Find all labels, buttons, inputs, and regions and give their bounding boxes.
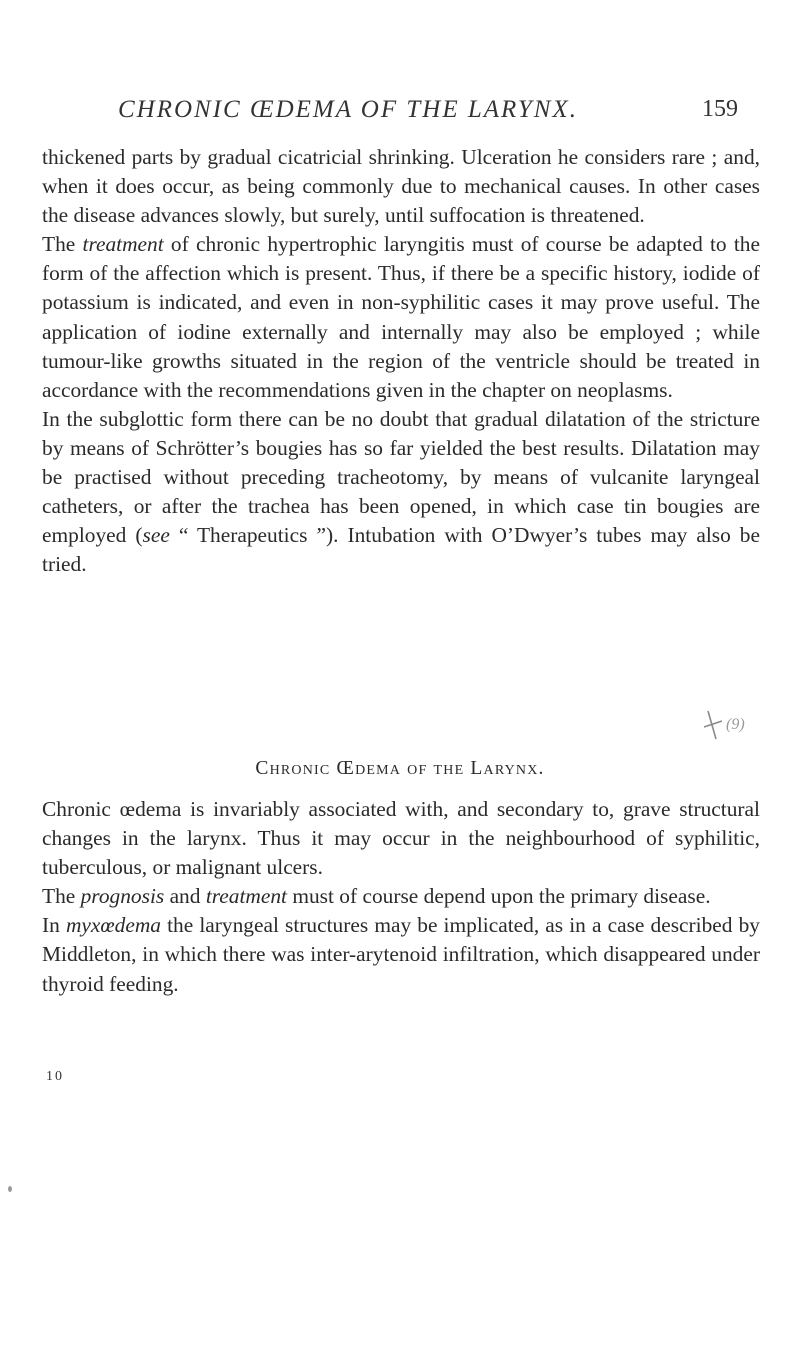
paragraph-2-rest: of chronic hypertrophic laryngitis must of course be adapted to the form of the affection which is present. Thus, if there be a specific history, iodide of potassium is indicated, and even in non-syphilitic cases it may prove useful. The application of iodine externally and internally may also be employed ; while tumour-like growths situated in the region of the ventricle should be treated in accordance with the recommendations given in the chapter on neoplasms. — [42, 232, 760, 402]
page-number: 159 — [702, 96, 738, 122]
main-text — [42, 143, 760, 579]
section-paragraph-2-start: The — [42, 884, 81, 909]
section-paragraph-3-rest: the laryngeal structures may be implicated, as in a case described by Middleton, in which there was inter-arytenoid infiltration, which disappeared under thyroid feeding. — [42, 913, 760, 996]
section-paragraph-3 — [42, 911, 760, 998]
paragraph-1-text: thickened parts by gradual cicatricial shrinking. Ulceration he considers rare ; and, when it does occur, as being commonly due to mechanical causes. In other cases the disease advances slowly, but surely, until suffocation is threatened. — [42, 145, 760, 228]
section-paragraph-2-rest: must of course depend upon the primary disease. — [287, 884, 711, 909]
paper-spot — [8, 1186, 12, 1192]
signature-mark: 10 — [46, 1069, 64, 1084]
myxoedema-emphasis: myxœdema — [65, 913, 161, 938]
section-heading: Chronic Œdema of the Larynx. — [255, 758, 545, 779]
handwritten-annotation — [702, 703, 762, 747]
see-emphasis: see — [142, 523, 170, 548]
margin-note: (9) — [726, 716, 745, 733]
prognosis-emphasis: prognosis — [80, 884, 165, 909]
section-text — [42, 795, 760, 999]
paragraph-3-rest: “ Therapeutics ”). Intubation with O’Dwyer’s tubes may also be tried. — [42, 523, 760, 577]
running-head: CHRONIC ŒDEMA OF THE LARYNX. — [118, 96, 578, 123]
section-paragraph-1 — [42, 795, 760, 882]
paragraph-1 — [42, 143, 760, 230]
treatment-emphasis-2: treatment — [205, 884, 287, 909]
paragraph-2 — [42, 230, 760, 405]
section-paragraph-2 — [42, 882, 760, 911]
paragraph-2-start: The — [42, 232, 83, 257]
treatment-emphasis: treatment — [82, 232, 164, 257]
paragraph-3 — [42, 405, 760, 580]
paragraph-3-start: In the subglottic form there can be no doubt that gradual dilatation of the stricture by means of Schrötter’s bougies has so far yielded the best results. Dilatation may be practised without preceding tracheotomy, by means of vulcanite laryngeal catheters, or after the trachea has been opened, in which case tin bougies are employed ( — [42, 406, 760, 548]
section-paragraph-3-start: In — [42, 913, 66, 938]
section-paragraph-2-mid: and — [164, 884, 206, 909]
section-paragraph-1-text: Chronic œdema is invariably associated with, and secondary to, grave structural changes in the larynx. Thus it may occur in the neighbourhood of syphilitic, tuberculous, or malignant ulcers. — [42, 797, 760, 880]
